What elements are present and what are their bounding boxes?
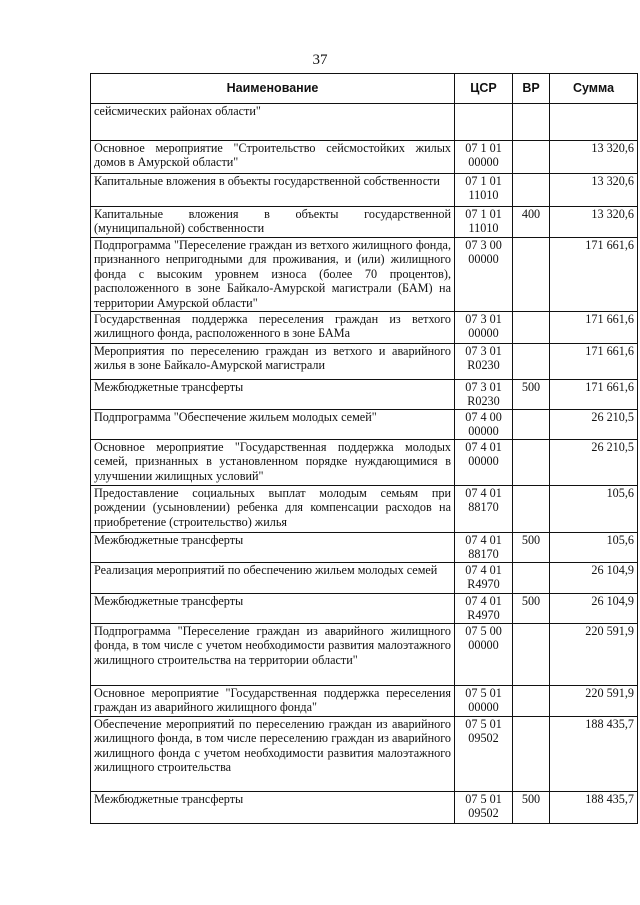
table-row: [91, 533, 638, 563]
cell-name: сейсмических районах области": [91, 104, 455, 141]
table-row: [91, 410, 638, 440]
table-row: [91, 440, 638, 486]
cell-vr: [513, 410, 550, 440]
cell-name: Межбюджетные трансферты: [91, 792, 455, 824]
cell-name: Подпрограмма "Переселение граждан из аварийного жилищного фонда, в том числе с учетом необходимости развития малоэтажного жилищного строительства на территории области": [91, 624, 455, 686]
table-body: [91, 104, 638, 824]
cell-csr: 07 4 01 88170: [455, 533, 513, 563]
table-row: [91, 686, 638, 717]
cell-sum: 171 661,6: [550, 238, 638, 312]
table-row: [91, 238, 638, 312]
cell-vr: [513, 486, 550, 533]
cell-csr: 07 3 01 R0230: [455, 344, 513, 380]
cell-name: Подпрограмма "Переселение граждан из ветхого жилищного фонда, признанного непригодными для проживания, и (или) жилищного фонда с высоким уровнем износа (более 70 процентов), расположенного в зоне Байкало-Амурской магистрали (БАМ) на территории Амурской области": [91, 238, 455, 312]
cell-vr: [513, 312, 550, 344]
cell-sum: 220 591,9: [550, 624, 638, 686]
cell-csr: 07 1 01 00000: [455, 141, 513, 174]
cell-vr: [513, 624, 550, 686]
cell-vr: 500: [513, 792, 550, 824]
table-row: [91, 624, 638, 686]
table-row: [91, 486, 638, 533]
cell-sum: 26 210,5: [550, 410, 638, 440]
header-sum: Сумма: [550, 74, 638, 104]
cell-sum: 105,6: [550, 533, 638, 563]
cell-vr: [513, 344, 550, 380]
cell-sum: 26 104,9: [550, 563, 638, 594]
cell-vr: 400: [513, 207, 550, 238]
cell-csr: [455, 104, 513, 141]
cell-csr: 07 4 01 88170: [455, 486, 513, 533]
table-row: [91, 174, 638, 207]
cell-vr: [513, 238, 550, 312]
cell-name: Обеспечение мероприятий по переселению граждан из аварийного жилищного фонда, в том числе переселению граждан из аварийного жилищного фонда с учетом необходимости развития малоэтажного жилищного строительства: [91, 717, 455, 792]
cell-sum: 26 210,5: [550, 440, 638, 486]
cell-vr: [513, 717, 550, 792]
table-row: [91, 141, 638, 174]
cell-sum: 220 591,9: [550, 686, 638, 717]
cell-name: Реализация мероприятий по обеспечению жильем молодых семей: [91, 563, 455, 594]
cell-sum: 13 320,6: [550, 141, 638, 174]
cell-csr: 07 1 01 11010: [455, 207, 513, 238]
cell-vr: 500: [513, 533, 550, 563]
table-row: [91, 344, 638, 380]
table-header-row: [91, 74, 638, 104]
cell-vr: [513, 174, 550, 207]
table-row: [91, 717, 638, 792]
cell-name: Капитальные вложения в объекты государственной (муниципальной) собственности: [91, 207, 455, 238]
cell-sum: 188 435,7: [550, 792, 638, 824]
cell-name: Предоставление социальных выплат молодым семьям при рождении (усыновлении) ребенка для компенсации расходов на приобретение (строительство) жилья: [91, 486, 455, 533]
header-csr: ЦСР: [455, 74, 513, 104]
cell-csr: 07 5 01 09502: [455, 792, 513, 824]
cell-name: Капитальные вложения в объекты государственной собственности: [91, 174, 455, 207]
cell-name: Межбюджетные трансферты: [91, 533, 455, 563]
cell-csr: 07 3 01 00000: [455, 312, 513, 344]
cell-name: Межбюджетные трансферты: [91, 594, 455, 624]
budget-table: [90, 73, 638, 824]
cell-vr: 500: [513, 594, 550, 624]
cell-csr: 07 4 00 00000: [455, 410, 513, 440]
table-row: [91, 792, 638, 824]
table-row: [91, 207, 638, 238]
cell-csr: 07 5 01 00000: [455, 686, 513, 717]
cell-name: Основное мероприятие "Строительство сейсмостойких жилых домов в Амурской области": [91, 141, 455, 174]
cell-sum: 105,6: [550, 486, 638, 533]
cell-sum: 171 661,6: [550, 380, 638, 410]
cell-vr: 500: [513, 380, 550, 410]
cell-sum: 13 320,6: [550, 207, 638, 238]
table-row: [91, 380, 638, 410]
table-row: [91, 312, 638, 344]
cell-csr: 07 3 00 00000: [455, 238, 513, 312]
cell-name: Межбюджетные трансферты: [91, 380, 455, 410]
cell-vr: [513, 440, 550, 486]
cell-name: Основное мероприятие "Государственная поддержка переселения граждан из аварийного жилищного фонда": [91, 686, 455, 717]
cell-csr: 07 3 01 R0230: [455, 380, 513, 410]
cell-csr: 07 5 00 00000: [455, 624, 513, 686]
cell-vr: [513, 686, 550, 717]
cell-csr: 07 5 01 09502: [455, 717, 513, 792]
table-row: [91, 104, 638, 141]
cell-sum: 188 435,7: [550, 717, 638, 792]
cell-sum: 171 661,6: [550, 344, 638, 380]
header-name: Наименование: [91, 74, 455, 104]
table-row: [91, 563, 638, 594]
page-number: 37: [312, 52, 328, 68]
table-row: [91, 594, 638, 624]
cell-vr: [513, 141, 550, 174]
header-vr: ВР: [513, 74, 550, 104]
cell-sum: 13 320,6: [550, 174, 638, 207]
cell-csr: 07 4 01 00000: [455, 440, 513, 486]
cell-sum: 171 661,6: [550, 312, 638, 344]
cell-name: Подпрограмма "Обеспечение жильем молодых семей": [91, 410, 455, 440]
cell-vr: [513, 104, 550, 141]
cell-name: Основное мероприятие "Государственная поддержка молодых семей, признанных в установленном порядке нуждающимися в улучшении жилищных условий": [91, 440, 455, 486]
cell-csr: 07 1 01 11010: [455, 174, 513, 207]
cell-sum: 26 104,9: [550, 594, 638, 624]
cell-vr: [513, 563, 550, 594]
cell-name: Мероприятия по переселению граждан из ветхого и аварийного жилья в зоне Байкало-Амурской магистрали: [91, 344, 455, 380]
cell-csr: 07 4 01 R4970: [455, 563, 513, 594]
cell-name: Государственная поддержка переселения граждан из ветхого жилищного фонда, расположенного в зоне БАМа: [91, 312, 455, 344]
cell-sum: [550, 104, 638, 141]
cell-csr: 07 4 01 R4970: [455, 594, 513, 624]
